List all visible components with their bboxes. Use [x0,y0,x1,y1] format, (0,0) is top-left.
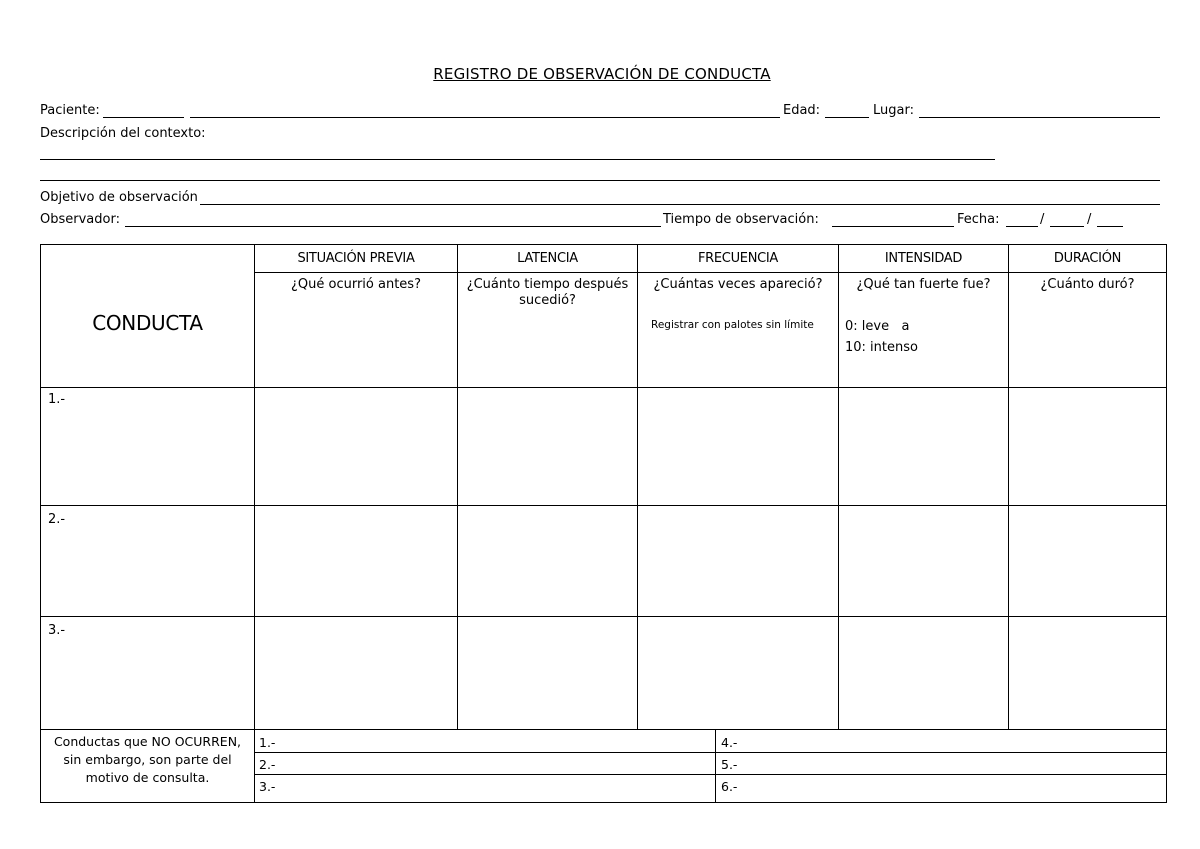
descripcion-line-1[interactable] [40,159,995,160]
fecha-year-line[interactable] [1097,226,1123,227]
footer-item-5: 5.- [721,757,738,772]
table-col-divider-5 [1008,244,1009,730]
fecha-slash-1: / [1040,212,1045,227]
fecha-month-line[interactable] [1050,226,1084,227]
footer-item-1: 1.- [259,735,276,750]
no-ocurren-note: Conductas que NO OCURREN, sin embargo, son parte del motivo de consulta. [53,734,242,785]
table-border-bottom [40,802,1167,803]
descripcion-line-2[interactable] [40,180,1160,181]
col-header-frecuencia: FRECUENCIA [697,251,779,266]
tiempo-line[interactable] [832,226,954,227]
footer-divider-2 [254,774,1167,775]
col-header-intensidad: INTENSIDAD [884,251,963,266]
table-col-divider-3 [637,244,638,730]
col-question-situacion: ¿Qué ocurrió antes? [291,277,421,292]
footer-item-6: 6.- [721,779,738,794]
observador-line[interactable] [125,226,661,227]
intensidad-scale-max: 10: intenso [845,340,918,355]
tiempo-label: Tiempo de observación: [663,212,819,227]
footer-item-3: 3.- [259,779,276,794]
frecuencia-note: Registrar con palotes sin límite [651,319,814,331]
table-row-divider-1 [40,387,1167,388]
col-question-intensidad: ¿Qué tan fuerte fue? [856,277,991,292]
observador-label: Observador: [40,212,120,227]
fecha-slash-2: / [1087,212,1092,227]
intensidad-scale-min: 0: leve a [845,319,910,334]
objetivo-label: Objetivo de observación [40,190,198,205]
fecha-day-line[interactable] [1006,226,1038,227]
paciente-label: Paciente: [40,103,100,118]
conducta-header: CONDUCTA [92,311,203,335]
table-row-divider-2 [40,505,1167,506]
page-title: REGISTRO DE OBSERVACIÓN DE CONDUCTA [433,65,771,83]
col-header-situacion: SITUACIÓN PREVIA [297,251,415,266]
table-border-right [1166,244,1167,803]
col-header-duracion: DURACIÓN [1053,251,1122,266]
lugar-label: Lugar: [873,103,914,118]
col-question-latencia: ¿Cuánto tiempo después sucedió? [466,277,629,308]
footer-item-4: 4.- [721,735,738,750]
paciente-line[interactable] [190,117,780,118]
descripcion-label: Descripción del contexto: [40,126,206,141]
footer-divider-1 [254,752,1167,753]
col-question-frecuencia: ¿Cuántas veces apareció? [653,277,823,292]
row-label-3: 3.- [48,623,66,638]
row-label-2: 2.- [48,512,66,527]
table-border-top [40,244,1167,245]
fecha-label: Fecha: [957,212,1000,227]
row-label-1: 1.- [48,392,66,407]
table-row-divider-3 [40,616,1167,617]
edad-line[interactable] [825,117,869,118]
col-question-duracion: ¿Cuánto duró? [1040,277,1135,292]
edad-label: Edad: [783,103,821,118]
objetivo-line[interactable] [200,204,1160,205]
table-row-divider-4 [40,729,1167,730]
col-header-latencia: LATENCIA [517,251,578,266]
table-col-divider-2 [457,244,458,730]
footer-item-2: 2.- [259,757,276,772]
lugar-line[interactable] [919,117,1160,118]
table-col-divider-1 [254,244,255,803]
paciente-line-short[interactable] [103,117,184,118]
footer-col-divider [715,729,716,803]
table-header-divider [254,272,1167,273]
table-col-divider-4 [838,244,839,730]
